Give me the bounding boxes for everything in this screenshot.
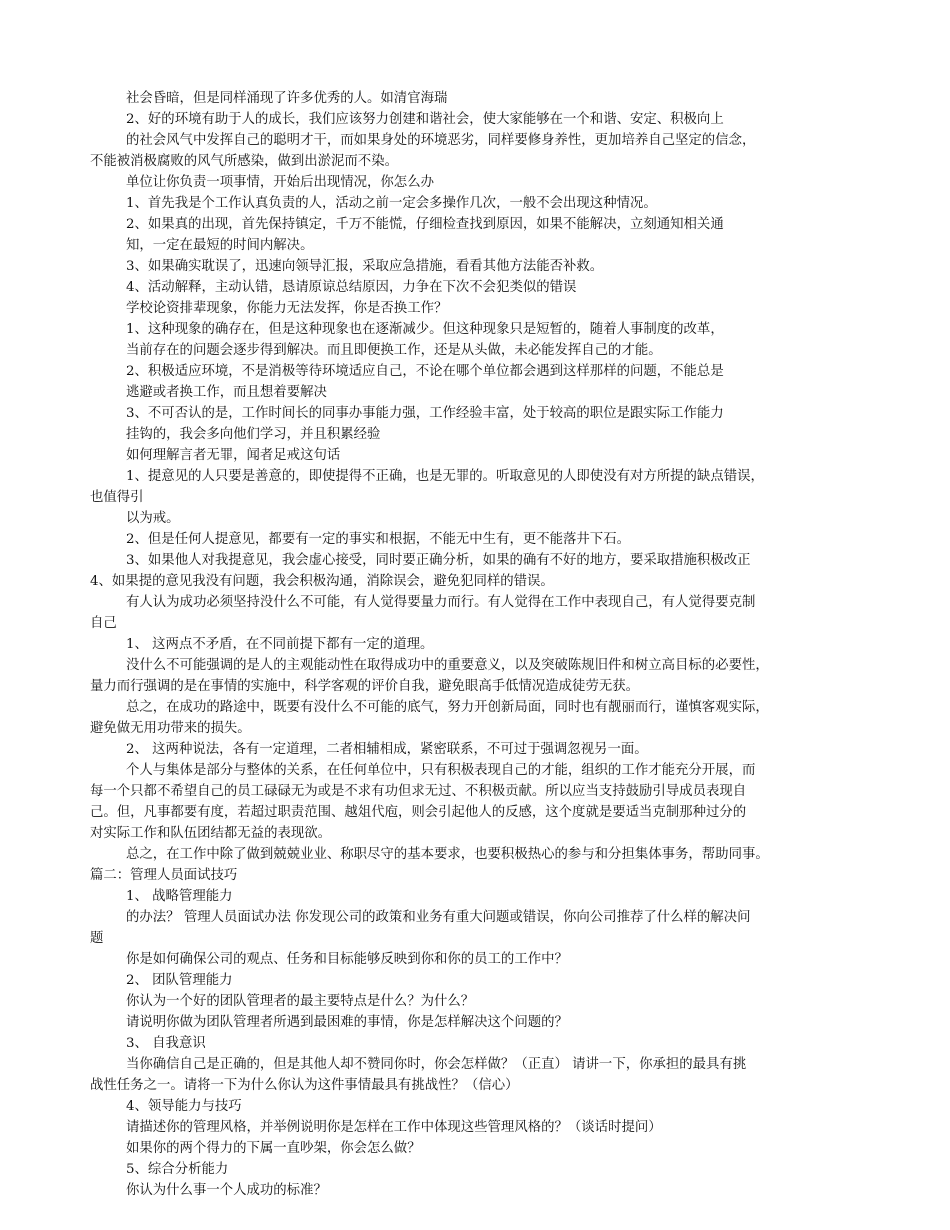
- text-line: 1、首先我是个工作认真负责的人，活动之前一定会多操作几次，一般不会出现这种情况。: [126, 196, 657, 211]
- text-line: 3、如果确实耽误了，迅速向领导汇报，采取应急措施，看看其他方法能否补救。: [126, 259, 604, 274]
- text-line: 2、积极适应环境，不是消极等待环境适应自己，不论在哪个单位都会遇到这样那样的问题，不能总是: [126, 364, 724, 379]
- text-line: 当前存在的问题会逐步得到解决。而且即便换工作，还是从头做，未必能发挥自己的才能。: [126, 343, 662, 358]
- text-line: 的办法？ 管理人员面试办法 你发现公司的政策和业务有重大问题或错误，你向公司推荐了什么样的解决问: [126, 910, 751, 925]
- text-line: 有人认为成功必须坚持没什么不可能，有人觉得要量力而行。有人觉得在工作中表现自己，有人觉得要克制: [126, 595, 756, 610]
- text-line: 1、 战略管理能力: [126, 889, 233, 904]
- text-line: 量力而行强调的是在事情的实施中，科学客观的评价自我，避免眼高手低情况造成徒劳无获。: [90, 679, 640, 694]
- text-line: 不能被消极腐败的风气所感染，做到出淤泥而不染。: [90, 154, 398, 169]
- text-line: 每一个只都不希望自己的员工碌碌无为或是不求有功但求无过、不积极贡献。所以应当支持鼓励引导成员表现自: [90, 784, 747, 799]
- text-line: 没什么不可能强调的是人的主观能动性在取得成功中的重要意义，以及突破陈规旧件和树立高目标的必要性，: [126, 658, 769, 673]
- text-line: 4、如果提的意见我没有问题，我会积极沟通，消除误会，避免犯同样的错误。: [90, 574, 554, 589]
- text-line: 社会昏暗，但是同样涌现了许多优秀的人。如清官海瑞: [126, 91, 448, 106]
- text-line: 2、好的环境有助于人的成长，我们应该努力创建和谐社会，使大家能够在一个和谐、安定、积极向上: [126, 112, 724, 127]
- text-line: 4、活动解释，主动认错，恳请原谅总结原因，力争在下次不会犯类似的错误: [126, 280, 577, 295]
- text-line: 总之，在工作中除了做到兢兢业业、称职尽守的基本要求，也要积极热心的参与和分担集体事务，帮助同事。: [126, 847, 769, 862]
- text-line: 己。但，凡事都要有度，若超过职责范围、越俎代庖，则会引起他人的反感，这个度就是要适当克制那种过分的: [90, 805, 747, 820]
- text-line: 2、 团队管理能力: [126, 973, 233, 988]
- text-line: 的社会风气中发挥自己的聪明才干，而如果身处的环境恶劣，同样要修身养性，更加培养自己坚定的信念，: [126, 133, 756, 148]
- section-heading: 篇二：管理人员面试技巧: [90, 868, 238, 883]
- text-line: 如何理解言者无罪，闻者足戒这句话: [126, 448, 341, 463]
- text-line: 当你确信自己是正确的，但是其他人却不赞同你时，你会怎样做？（正直） 请讲一下，你承担的最具有挑: [126, 1057, 747, 1072]
- text-line: 1、 这两点不矛盾，在不同前提下都有一定的道理。: [126, 637, 434, 652]
- text-line: 自己: [90, 616, 117, 631]
- text-line: 如果你的两个得力的下属一直吵架，你会怎么做？: [126, 1141, 421, 1156]
- text-line: 3、 自我意识: [126, 1036, 206, 1051]
- text-line: 请说明你做为团队管理者所遇到最困难的事情，你是怎样解决这个问题的？: [126, 1015, 568, 1030]
- text-line: 3、不可否认的是，工作时间长的同事办事能力强，工作经验丰富，处于较高的职位是跟实际工作能力: [126, 406, 724, 421]
- text-line: 战性任务之一。请将一下为什么你认为这件事情最具有挑战性？（信心）: [90, 1078, 519, 1093]
- text-line: 对实际工作和队伍团结都无益的表现欲。: [90, 826, 332, 841]
- text-line: 你认为什么事一个人成功的标准？: [126, 1183, 327, 1198]
- text-line: 题: [90, 931, 104, 946]
- text-line: 学校论资排辈现象，你能力无法发挥，你是否换工作？: [126, 301, 448, 316]
- text-line: 个人与集体是部分与整体的关系，在任何单位中，只有积极表现自己的才能，组织的工作才能充分开展，而: [126, 763, 756, 778]
- text-line: 1、这种现象的确存在，但是这种现象也在逐渐减少。但这种现象只是短暂的，随着人事制度的改革，: [126, 322, 724, 337]
- text-line: 总之，在成功的路途中，既要有没什么不可能的底气，努力开创新局面，同时也有靓丽而行，谨慎客观实际，: [126, 700, 769, 715]
- text-line: 也值得引: [90, 490, 144, 505]
- text-line: 知，一定在最短的时间内解决。: [126, 238, 314, 253]
- text-line: 请描述你的管理风格，并举例说明你是怎样在工作中体现这些管理风格的？（谈话时提问）: [126, 1120, 662, 1135]
- text-line: 5、综合分析能力: [126, 1162, 229, 1177]
- text-line: 1、提意见的人只要是善意的，即使提得不正确，也是无罪的。听取意见的人即使没有对方所提的缺点错误，: [126, 469, 764, 484]
- text-line: 2、如果真的出现，首先保持镇定，千万不能慌，仔细检查找到原因，如果不能解决，立刻通知相关通: [126, 217, 724, 232]
- text-line: 避免做无用功带来的损失。: [90, 721, 251, 736]
- text-line: 4、领导能力与技巧: [126, 1099, 242, 1114]
- text-line: 逃避或者换工作，而且想着要解决: [126, 385, 327, 400]
- text-line: 单位让你负责一项事情，开始后出现情况，你怎么办: [126, 175, 434, 190]
- text-line: 3、如果他人对我提意见，我会虚心接受，同时要正确分析，如果的确有不好的地方，要采取措施积极改正: [126, 553, 751, 568]
- text-line: 你认为一个好的团队管理者的最主要特点是什么？为什么？: [126, 994, 475, 1009]
- text-line: 挂钩的，我会多向他们学习，并且积累经验: [126, 427, 381, 442]
- text-line: 2、但是任何人提意见，都要有一定的事实和根据，不能无中生有，更不能落井下石。: [126, 532, 630, 547]
- text-line: 你是如何确保公司的观点、任务和目标能够反映到你和你的员工的工作中？: [126, 952, 568, 967]
- text-line: 2、 这两种说法，各有一定道理，二者相辅相成，紧密联系，不可过于强调忽视另一面。: [126, 742, 648, 757]
- text-line: 以为戒。: [126, 511, 180, 526]
